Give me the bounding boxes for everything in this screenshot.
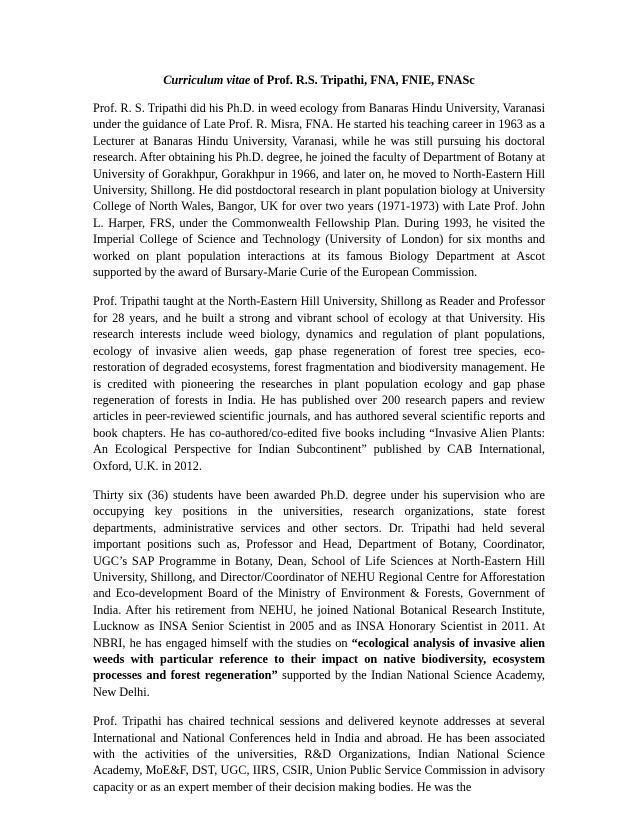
paragraph-conferences: Prof. Tripathi has chaired technical sessions and delivered keynote addresses at several International and National Conferences held in India and abroad. He has been associated with the activities of the universities, R&D Organizations, Indian National Science Academy, MoE&F, DST, UGC, IIRS, CSIR, Union Public Service Commission in advisory capacity or as an expert member of their decision making bodies. He was the [93,714,545,794]
paragraph-research: Prof. Tripathi taught at the North-Eastern Hill University, Shillong as Reader and Professor for 28 years, and he built a strong and vibrant school of ecology at that University. His research interests include weed biology, dynamics and regulation of plant populations, ecology of invasive alien weeds, gap phase regeneration of forest tree species, eco-restoration of degraded ecosystems, forest fragmentation and biodiversity management. He is credited with pioneering the researches in plant population ecology and gap phase regeneration of forests in India. He has published over 200 research papers and review articles in peer-reviewed scientific journals, and has authored several scientific reports and book chapters. He has co-authored/co-edited five books including “Invasive Alien Plants: An Ecological Perspective for Indian Subcontinent” published by CAB International, Oxford, U.K. in 2012. [93,294,545,473]
paragraph-students [93,487,545,700]
title-italic: Curriculum vitae [163,73,251,87]
document-title [93,72,545,88]
paragraph-students-text: Thirty six (36) students have been awarded Ph.D. degree under his supervision who are occupying key positions in the universities, research organizations, state forest departments, administrative services and other sectors. Dr. Tripathi had held several important positions such as, Professor and Head, Department of Botany, Coordinator, UGC’s SAP Programme in Botany, Dean, School of Life Sciences at North-Eastern Hill University, Shillong, and Director/Coordinator of NEHU Regional Centre for Afforestation and Eco-development Board of the Ministry of Environment & Forests, Government of India. After his retirement from NEHU, he joined National Botanical Research Institute, Lucknow as INSA Senior Scientist in 2005 and as INSA Honorary Scientist in 2011. At NBRI, he has engaged himself with the studies on [93,487,545,650]
title-rest: of Prof. R.S. Tripathi, FNA, FNIE, FNASc [250,73,475,87]
paragraph-students-tail: supported by the Indian National Science Academy, New Delhi. [93,668,545,699]
paragraph-education: Prof. R. S. Tripathi did his Ph.D. in weed ecology from Banaras Hindu University, Varanasi under the guidance of Late Prof. R. Misra, FNA. He started his teaching career in 1963 as a Lecturer at Banaras Hindu University, Varanasi, while he was still pursuing his doctoral research. After obtaining his Ph.D. degree, he joined the faculty of Department of Botany at University of Gorakhpur, Gorakhpur in 1966, and later on, he moved to North-Eastern Hill University, Shillong. He did postdoctoral research in plant population biology at University College of North Wales, Bangor, UK for over two years (1971-1973) with Late Prof. John L. Harper, FRS, under the Commonwealth Fellowship Plan. During 1993, he visited the Imperial College of Science and Technology (University of London) for six months and worked on plant population interactions at its famous Biology Department at Ascot supported by the award of Bursary-Marie Curie of the European Commission. [93,101,545,280]
paragraph-students-bold: “ecological analysis of invasive alien weeds with particular reference to their impact on native biodiversity, ecosystem processes and forest regeneration” [93,635,546,683]
document-page [93,72,545,808]
